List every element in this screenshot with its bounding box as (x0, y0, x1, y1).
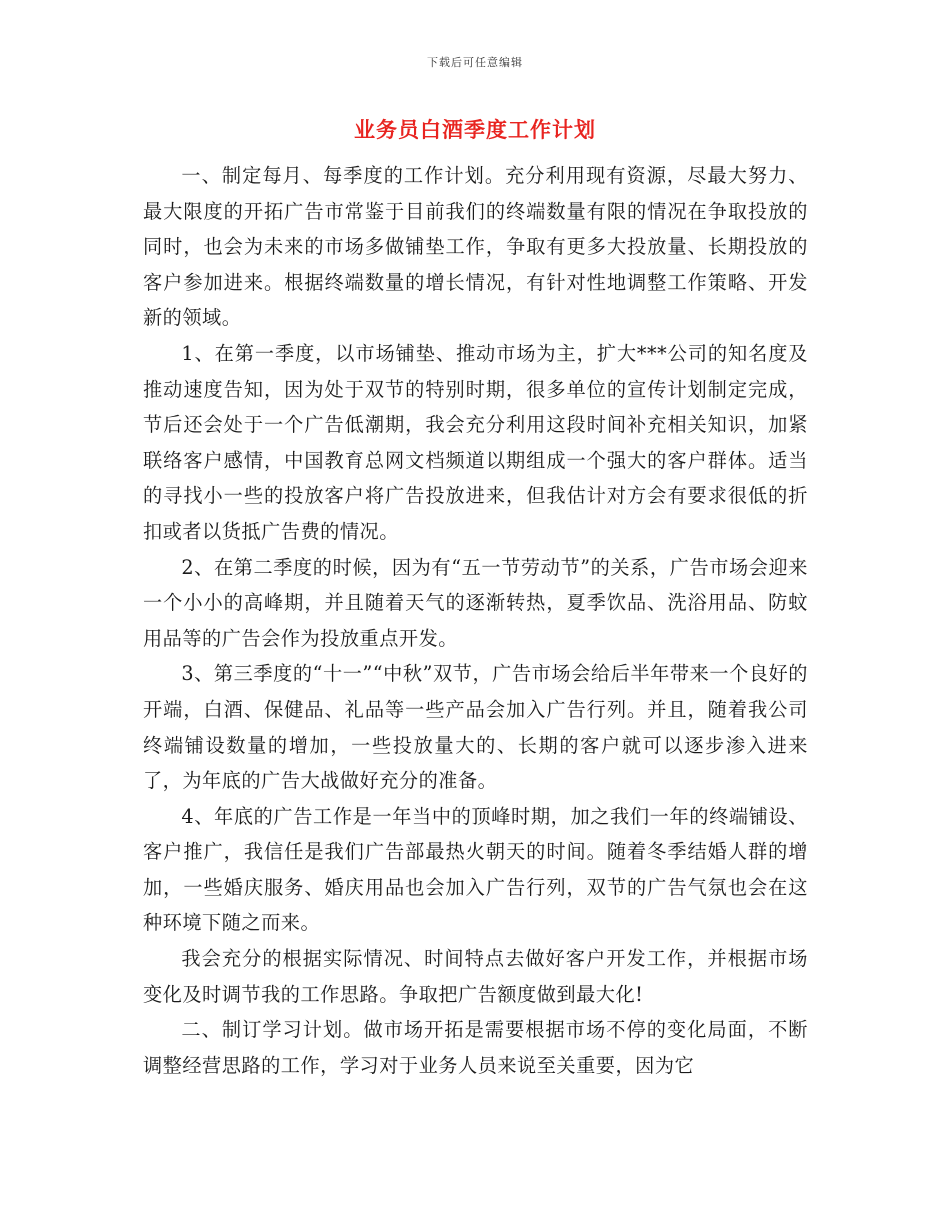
paragraph-plan-intro: 一、制定每月、每季度的工作计划。充分利用现有资源，尽最大努力、最大限度的开拓广告市常鉴于目前我们的终端数量有限的情况在争取投放的同时，也会为未来的市场多做铺垫工作，争取有更多大投放量、长期投放的客户参加进来。根据终端数量的增长情况，有针对性地调整工作策略、开发新的领域。 (143, 164, 808, 330)
document-title: 业务员白酒季度工作计划 (354, 117, 596, 142)
paragraph-summary: 我会充分的根据实际情况、时间特点去做好客户开发工作，并根据市场变化及时调节我的工作思路。争取把广告额度做到最大化! (143, 947, 808, 1006)
document-body (143, 158, 808, 1083)
header-note: 下载后可任意编辑 (427, 56, 523, 69)
paragraph-quarter-2: 2、在第二季度的时候，因为有“五一节劳动节”的关系，广告市场会迎来一个小小的高峰期，并且随着天气的逐渐转热，夏季饮品、洗浴用品、防蚊用品等的广告会作为投放重点开发。 (143, 555, 808, 650)
paragraph-study-plan: 二、制订学习计划。做市场开拓是需要根据市场不停的变化局面，不断调整经营思路的工作，学习对于业务人员来说至关重要，因为它 (143, 1018, 808, 1077)
paragraph-quarter-3: 3、第三季度的“十一”“中秋”双节，广告市场会给后半年带来一个良好的开端，白酒、保健品、礼品等一些产品会加入广告行列。并且，随着我公司终端铺设数量的增加，一些投放量大的、长期的客户就可以逐步渗入进来了，为年底的广告大战做好充分的准备。 (143, 662, 808, 793)
paragraph-quarter-4: 4、年底的广告工作是一年当中的顶峰时期，加之我们一年的终端铺设、客户推广，我信任是我们广告部最热火朝天的时间。随着冬季结婚人群的增加，一些婚庆服务、婚庆用品也会加入广告行列，双节的广告气氛也会在这种环境下随之而来。 (143, 804, 808, 935)
paragraph-quarter-1: 1、在第一季度，以市场铺垫、推动市场为主，扩大***公司的知名度及推动速度告知，因为处于双节的特别时期，很多单位的宣传计划制定完成，节后还会处于一个广告低潮期，我会充分利用这段时间补充相关知识，加紧联络客户感情，中国教育总网文档频道以期组成一个强大的客户群体。适当的寻找小一些的投放客户将广告投放进来，但我估计对方会有要求很低的折扣或者以货抵广告费的情况。 (143, 341, 808, 543)
